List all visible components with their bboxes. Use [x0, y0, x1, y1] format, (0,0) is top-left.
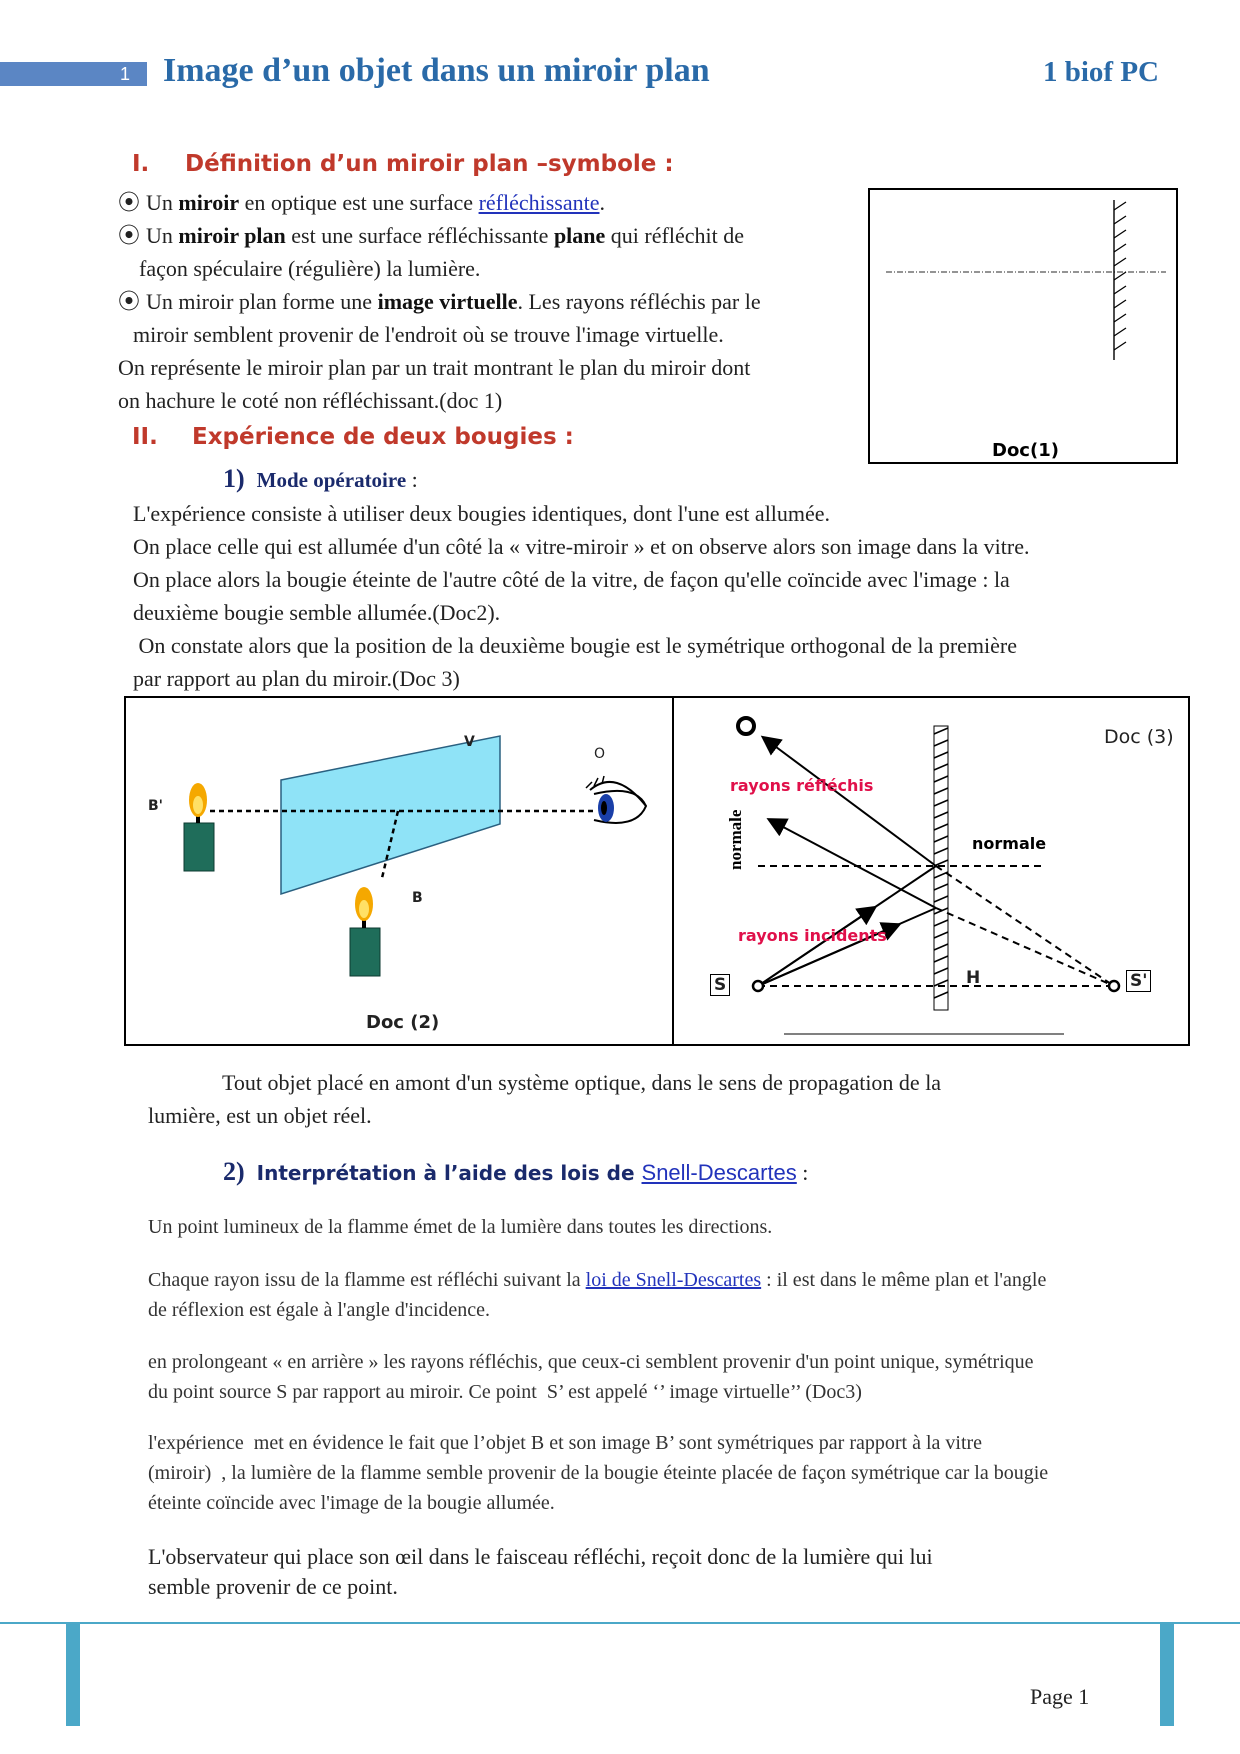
bullet-icon: ⦿	[118, 223, 141, 248]
doc3-caption: Doc (3)	[1104, 726, 1174, 748]
candle-object-body	[350, 928, 380, 976]
page-title: Image d’un objet dans un miroir plan	[163, 52, 710, 89]
label-normale-right: normale	[972, 834, 1047, 853]
link-loi-snell-descartes[interactable]: loi de Snell-Descartes	[585, 1269, 762, 1291]
doc2-label-b: B	[412, 890, 423, 906]
procedure-line-3: On place alors la bougie éteinte de l'autre côté de la vitre, de façon qu'elle coïncide avec l'image : la	[133, 567, 1010, 592]
procedure-line-5: On constate alors que la position de la deuxième bougie est le symétrique orthogonal de la première	[133, 633, 1018, 658]
bullet-3-cont: miroir semblent provenir de l'endroit où se trouve l'image virtuelle.	[133, 322, 724, 347]
doc3-diagram	[674, 698, 1188, 1044]
doc2-caption: Doc (2)	[366, 1012, 440, 1033]
procedure-line-4: deuxième bougie semble allumée.(Doc2).	[133, 600, 501, 625]
candle-image-body	[184, 823, 214, 871]
section2-number: II.	[132, 424, 158, 450]
section2-title: Expérience de deux bougies :	[192, 424, 574, 450]
interp-para-1: Un point lumineux de la flamme émet de la lumière dans toutes les directions.	[148, 1216, 773, 1238]
footer-bar-left	[66, 1622, 80, 1726]
label-h: H	[966, 968, 981, 988]
bullet-2-cont: façon spéculaire (régulière) la lumière.	[139, 256, 481, 281]
bullet-1: ⦿ Un miroir en optique est une surface réfléchissante.	[118, 190, 605, 215]
bullet-2: ⦿ Un miroir plan est une surface réfléchissante plane qui réfléchit de	[118, 223, 744, 248]
interp-para-2: Chaque rayon issu de la flamme est réfléchi suivant la loi de Snell-Descartes : il est dans le même plan et l'angle	[148, 1269, 1047, 1291]
label-s: S	[710, 974, 730, 996]
section1-para-line2: on hachure le coté non réfléchissant.(doc 1)	[118, 388, 503, 413]
header-page-number: 1	[120, 64, 131, 84]
bullet-icon: ⦿	[118, 190, 141, 215]
footer-line	[0, 1622, 1240, 1624]
section1-title: Définition d’un miroir plan –symbole :	[185, 151, 674, 177]
footer-page-label: Page 1	[1030, 1684, 1090, 1709]
class-label: 1 biof PC	[1043, 56, 1159, 88]
doc2-label-v: V	[464, 734, 475, 750]
label-rayons-reflechis: rayons réfléchis	[730, 776, 874, 795]
link-snell-descartes-heading[interactable]: Snell-Descartes	[641, 1160, 797, 1185]
doc1-caption: Doc(1)	[992, 440, 1059, 461]
interp-para-5-line1: L'observateur qui place son œil dans le faisceau réfléchi, reçoit donc de la lumière qui lui	[148, 1544, 933, 1569]
section1-number: I.	[132, 151, 150, 177]
section1-para-line1: On représente le miroir plan par un trait montrant le plan du miroir dont	[118, 355, 751, 380]
image-point-sprime	[1109, 981, 1119, 991]
interp-para-4-line1: l'expérience met en évidence le fait que l’objet B et son image B’ sont symétriques par rapport à la vitre	[148, 1432, 983, 1454]
label-normale-left: normale	[726, 809, 745, 870]
source-point-s	[753, 981, 763, 991]
interp-para-2-line2: de réflexion est égale à l'angle d'incidence.	[148, 1299, 491, 1321]
doc1-figure	[868, 188, 1178, 464]
procedure-line-1: L'expérience consiste à utiliser deux bougies identiques, dont l'une est allumée.	[133, 501, 831, 526]
footer-bar-right	[1160, 1622, 1174, 1726]
doc2-label-bprime: B'	[148, 798, 163, 814]
bullet-icon: ⦿	[118, 289, 141, 314]
interp-para-4-line3: éteinte coïncide avec l'image de la bougie allumée.	[148, 1492, 555, 1514]
procedure-line-6: par rapport au plan du miroir.(Doc 3)	[133, 666, 460, 691]
eye-point-o	[738, 718, 754, 734]
real-object-line2: lumière, est un objet réel.	[148, 1103, 372, 1128]
doc2-label-o: O	[594, 746, 606, 762]
eye-icon	[586, 776, 646, 823]
interp-para-3-line2: du point source S par rapport au miroir. Ce point S’ est appelé ‘’ image virtuelle’’ (Doc3)	[148, 1381, 862, 1403]
subsection2-heading: 2) Interprétation à l’aide des lois de Snell-Descartes :	[223, 1157, 809, 1186]
label-sprime: S'	[1126, 970, 1151, 992]
bullet-3: ⦿ Un miroir plan forme une image virtuelle. Les rayons réfléchis par le	[118, 289, 761, 314]
doc2-diagram	[126, 698, 672, 1044]
subsection1-heading: 1) Mode opératoire :	[223, 464, 418, 493]
label-rayons-incidents: rayons incidents	[738, 926, 887, 945]
interp-para-4-line2: (miroir) , la lumière de la flamme semble provenir de la bougie éteinte placée de façon symétrique car la bougie	[148, 1462, 1049, 1484]
doc2-doc3-figure	[124, 696, 1190, 1046]
real-object-line1: Tout objet placé en amont d'un système optique, dans le sens de propagation de la	[222, 1070, 942, 1095]
mirror-symbol	[870, 190, 1176, 462]
link-reflechissante[interactable]: réfléchissante	[478, 190, 600, 215]
procedure-line-2: On place celle qui est allumée d'un côté la « vitre-miroir » et on observe alors son image dans la vitre.	[133, 534, 1030, 559]
interp-para-3-line1: en prolongeant « en arrière » les rayons réfléchis, que ceux-ci semblent provenir d'un point unique, symétrique	[148, 1351, 1034, 1373]
interp-para-5-line2: semble provenir de ce point.	[148, 1574, 398, 1599]
glass-pane	[281, 736, 500, 894]
